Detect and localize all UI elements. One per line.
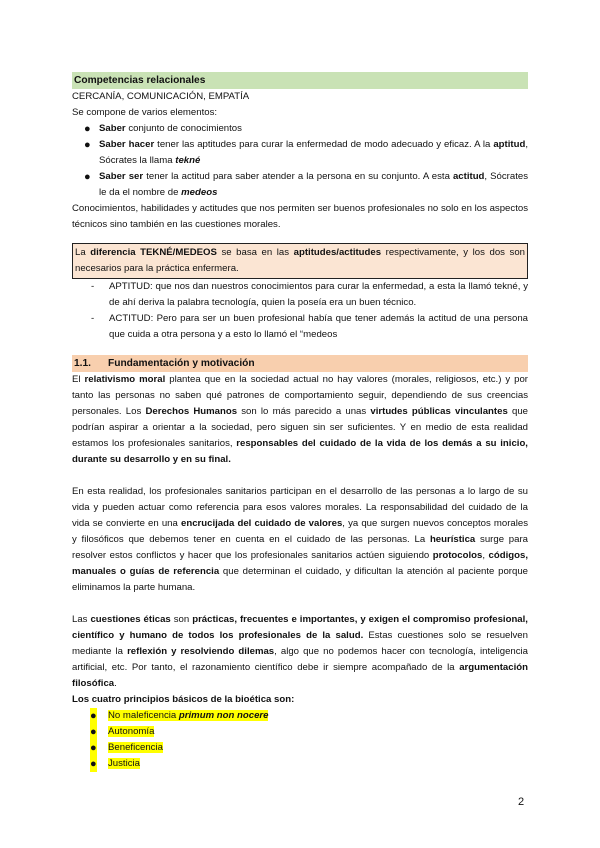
list-item xyxy=(72,169,528,201)
page-content xyxy=(72,72,528,772)
principle-label: Justicia xyxy=(108,758,140,769)
item-term: Saber hacer xyxy=(99,139,155,150)
bullet-icon: ● xyxy=(90,710,97,722)
dash-icon: - xyxy=(91,281,95,292)
section-number: 1.1. xyxy=(74,358,91,369)
bullet-icon: ● xyxy=(90,726,97,738)
item-desc: tener las aptitudes para curar la enfermedad de modo adecuado y eficaz. A la xyxy=(157,139,494,150)
paragraph-relativismo: El relativismo moral plantea que en la sociedad actual no hay valores (morales, religiosos, etc.) y por tanto las personas no saben qué patrones de comportamiento seguir, dependiendo de sus creencias personales. Los Derechos Humanos son lo más parecido a unas virtudes públicas vinculantes que podrían aspirar a orientar a la sociedad, pero siguen sin ser suficientes. Y en medio de esta realidad estamos los profesionales sanitarios, responsables del cuidado de la vida de los demás a su inicio, durante su desarrollo y en su final. xyxy=(72,374,529,465)
aptitud-actitud-list xyxy=(72,279,528,343)
item-greek-term: tekné xyxy=(175,155,201,166)
list-item xyxy=(72,756,528,772)
section-heading xyxy=(72,355,528,372)
heading-competencias: Competencias relacionales xyxy=(72,72,528,89)
paragraph-cuestiones-eticas: Las cuestiones éticas son prácticas, frecuentes e importantes, y exigen el compromiso profesional, científico y humano de todos los profesionales de la salud. Estas cuestiones solo se resuelven mediante la reflexión y resolviendo dilemas, algo que no podemos hacer con tecnología, inteligencia artificial, etc. Por tanto, el razonamiento científico debe ir siempre acompañado de la argumentación filosófica. xyxy=(72,614,528,689)
bullet-icon: ● xyxy=(90,758,97,770)
item-keyword: actitud xyxy=(452,171,485,182)
list-item xyxy=(72,708,528,724)
item-desc: conjunto de conocimientos xyxy=(128,123,242,134)
bullet-icon: ● xyxy=(84,139,91,151)
bullet-icon: ● xyxy=(90,742,97,754)
item-desc-2: , Sócrates le da el nombre de xyxy=(99,171,529,198)
conocimientos-paragraph: Conocimientos, habilidades y actitudes que nos permiten ser buenos profesionales no solo en los aspectos técnicos sino también en las cuestiones morales. xyxy=(72,203,528,230)
dash-item-text: ACTITUD: Pero para ser un buen profesional había que tener además la actitud de una persona que cuida a otra persona y a esto lo llamó el “medeos xyxy=(109,313,528,340)
item-keyword: aptitud xyxy=(493,139,526,150)
item-term: Saber ser xyxy=(99,171,144,182)
box-bold: diferencia TEKNÉ/MEDEOS xyxy=(90,247,217,258)
box-text: La xyxy=(75,247,91,258)
box-text: se basa en las xyxy=(216,247,294,258)
item-desc-2: , Sócrates la llama xyxy=(99,139,528,166)
elements-list xyxy=(72,121,528,201)
item-desc: tener la actitud para saber atender a la persona en su conjunto. A esta xyxy=(146,171,453,182)
tekne-medeos-box xyxy=(72,243,528,279)
principles-list xyxy=(72,708,528,772)
box-text: respectivamente, y los dos son necesarios para la práctica enfermera. xyxy=(75,247,525,274)
paragraph-realidad: En esta realidad, los profesionales sanitarios participan en el desarrollo de las personas a lo largo de su vida y pueden actuar como referencia para esos valores morales. La responsabilidad del cuidado de la vida se convierte en una encrucijada del cuidado de valores, ya que surgen nuevos conceptos morales y filosóficos que debemos tener en cuenta en el cuidado de las personas. La heurística surge para resolver estos conflictos y hacer que los profesionales sanitarios actúen siguiendo protocolos, códigos, manuales o guías de referencia que determinan el cuidado, y dificultan la atención al paciente porque eliminamos la parte humana. xyxy=(72,486,528,593)
dash-item-text: APTITUD: que nos dan nuestros conocimientos para curar la enfermedad, a esta la llamó tekné, y de ahí deriva la palabra tecnología, quien la poseía era un buen técnico. xyxy=(109,281,528,308)
bullet-icon: ● xyxy=(84,123,91,135)
list-item xyxy=(72,311,528,343)
list-item xyxy=(72,740,528,756)
subtitle: CERCANÍA, COMUNICACIÓN, EMPATÍA xyxy=(72,91,250,102)
principle-label: Autonomía xyxy=(108,726,155,737)
section-title: Fundamentación y motivación xyxy=(108,358,255,369)
item-term: Saber xyxy=(99,123,126,134)
principle-motto: primum non nocere xyxy=(178,710,269,721)
principle-label: No maleficencia xyxy=(108,710,179,721)
list-item xyxy=(72,724,528,740)
list-item xyxy=(72,279,528,311)
page-number: 2 xyxy=(518,796,525,808)
intro-text: Se compone de varios elementos: xyxy=(72,107,218,118)
box-bold: aptitudes/actitudes xyxy=(293,247,382,258)
bullet-icon: ● xyxy=(84,171,91,183)
dash-icon: - xyxy=(91,313,95,324)
list-item xyxy=(72,137,528,169)
item-greek-term: medeos xyxy=(181,187,218,198)
list-item xyxy=(72,121,528,137)
principles-title: Los cuatro principios básicos de la bioética son: xyxy=(72,694,295,705)
principle-label: Beneficencia xyxy=(108,742,163,753)
